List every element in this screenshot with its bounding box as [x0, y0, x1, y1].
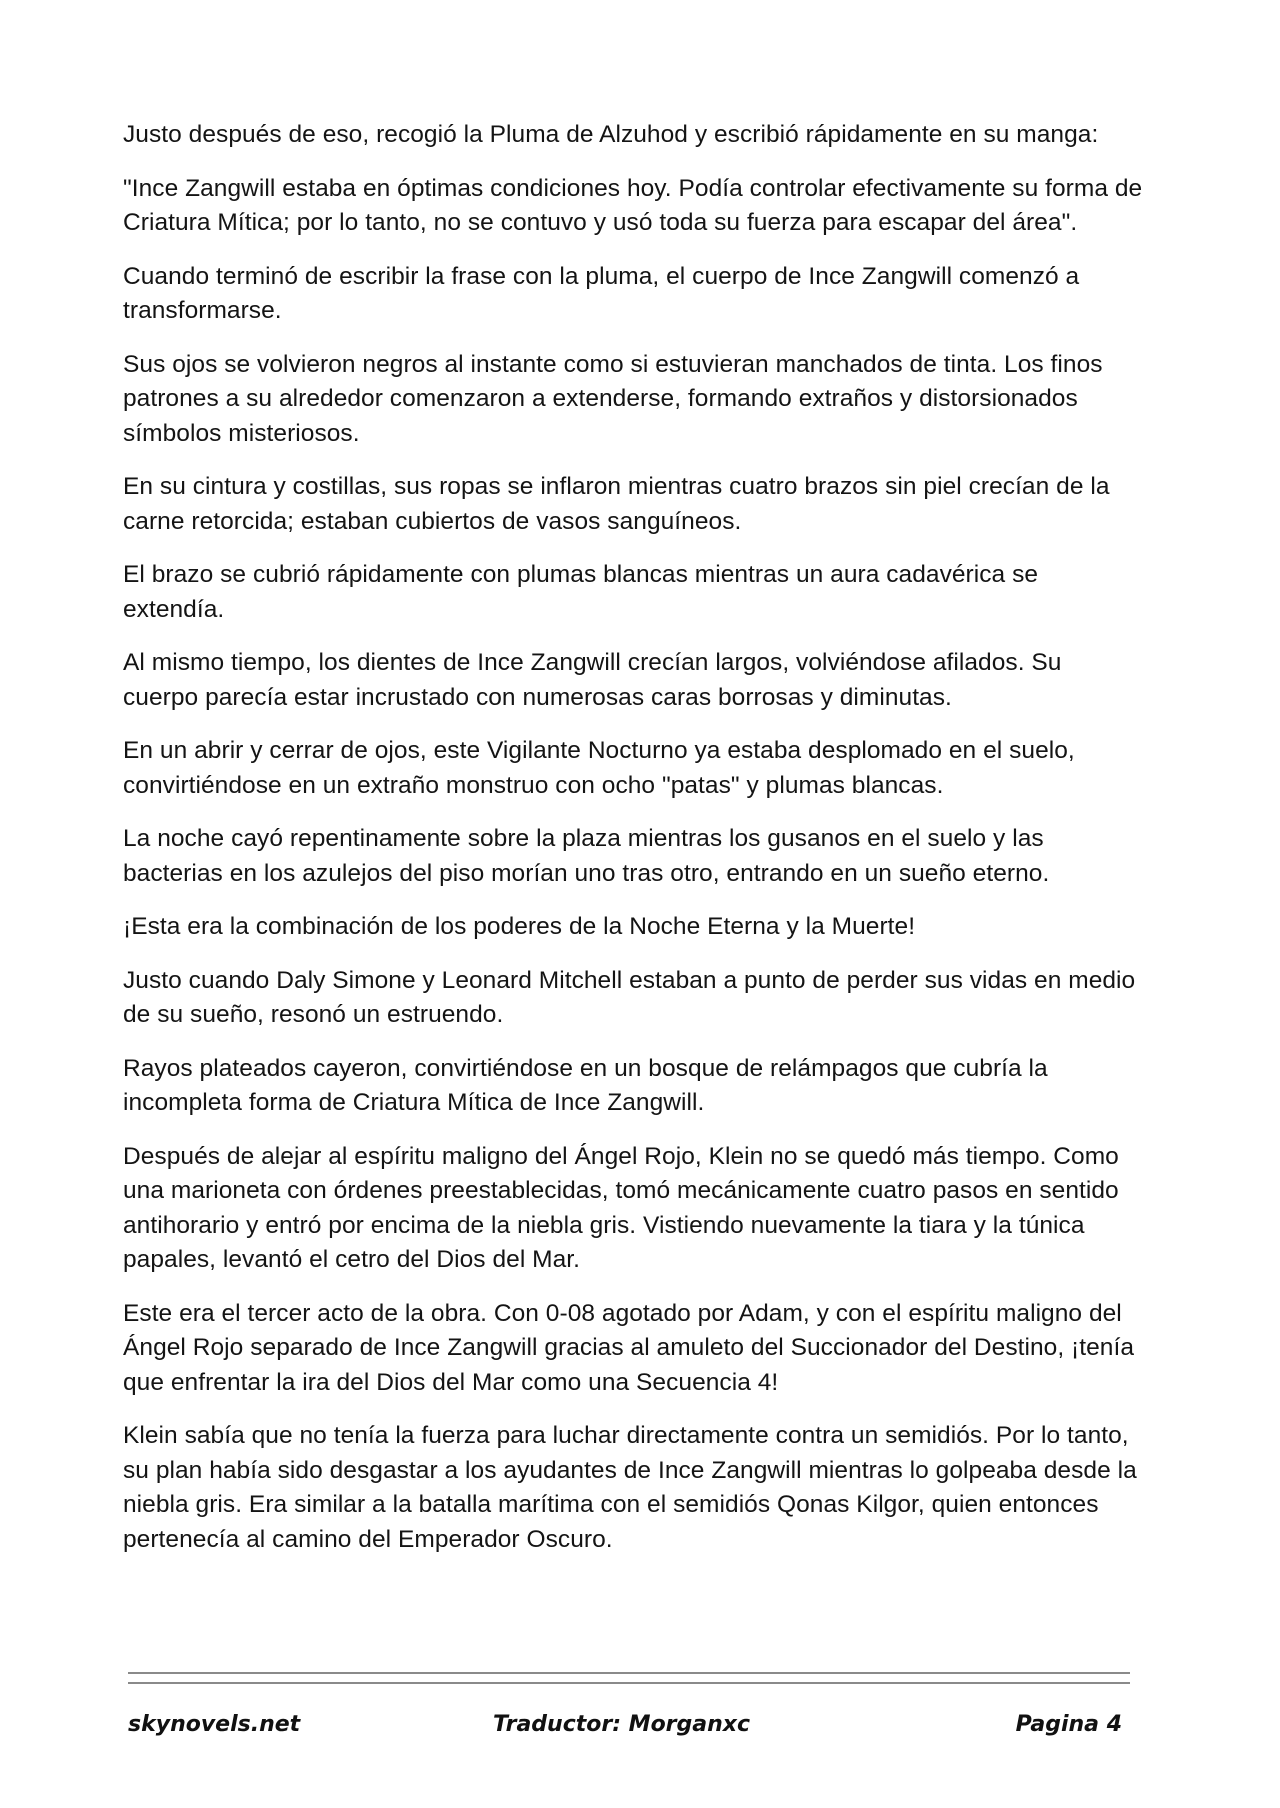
paragraph: En un abrir y cerrar de ojos, este Vigilante Nocturno ya estaba desplomado en el suelo, convirtiéndose en un extraño monstruo con ocho "patas" y plumas blancas. — [123, 737, 1075, 799]
paragraph: Justo cuando Daly Simone y Leonard Mitchell estaban a punto de perder sus vidas en medio de su sueño, resonó un estruendo. — [123, 966, 1136, 1028]
footer-translator: Traductor: Morganxc — [493, 1712, 751, 1737]
paragraph: Justo después de eso, recogió la Pluma de Alzuhod y escribió rápidamente en su manga: — [123, 121, 1099, 148]
paragraph: Este era el tercer acto de la obra. Con 0-08 agotado por Adam, y con el espíritu maligno del Ángel Rojo separado de Ince Zangwill gracias al amuleto del Succionador del Destino, ¡tenía que enfrentar la ira del Dios del Mar como una Secuencia 4! — [123, 1299, 1134, 1396]
footer-page-number: Pagina 4 — [1015, 1712, 1122, 1737]
paragraph: En su cintura y costillas, sus ropas se inflaron mientras cuatro brazos sin piel crecían de la carne retorcida; estaban cubiertos de vasos sanguíneos. — [123, 473, 1110, 535]
paragraph: "Ince Zangwill estaba en óptimas condiciones hoy. Podía controlar efectivamente su forma de Criatura Mítica; por lo tanto, no se contuvo y usó toda su fuerza para escapar del área". — [123, 174, 1143, 236]
paragraph: Sus ojos se volvieron negros al instante como si estuvieran manchados de tinta. Los finos patrones a su alrededor comenzaron a extenderse, formando extraños y distorsionados símbolos misteriosos. — [123, 350, 1103, 447]
body-text — [123, 118, 1143, 1576]
paragraph: Después de alejar al espíritu maligno del Ángel Rojo, Klein no se quedó más tiempo. Como una marioneta con órdenes preestablecidas, tomó mecánicamente cuatro pasos en sentido antihorario y entró por encima de la niebla gris. Vistiendo nuevamente la tiara y la túnica papales, levantó el cetro del Dios del Mar. — [123, 1142, 1119, 1273]
paragraph: ¡Esta era la combinación de los poderes de la Noche Eterna y la Muerte! — [123, 913, 916, 940]
paragraph: Rayos plateados cayeron, convirtiéndose en un bosque de relámpagos que cubría la incompleta forma de Criatura Mítica de Ince Zangwill. — [123, 1054, 1048, 1116]
footer-site: skynovels.net — [128, 1712, 301, 1737]
paragraph: Klein sabía que no tenía la fuerza para luchar directamente contra un semidiós. Por lo tanto, su plan había sido desgastar a los ayudantes de Ince Zangwill mientras lo golpeaba desde la niebla gris. Era similar a la batalla marítima con el semidiós Qonas Kilgor, quien entonces pertenecía al camino del Emperador Oscuro. — [123, 1422, 1137, 1553]
paragraph: Al mismo tiempo, los dientes de Ince Zangwill crecían largos, volviéndose afilados. Su cuerpo parecía estar incrustado con numerosas caras borrosas y diminutas. — [123, 649, 1062, 711]
footer-divider-bottom — [128, 1682, 1130, 1684]
paragraph: La noche cayó repentinamente sobre la plaza mientras los gusanos en el suelo y las bacterias en los azulejos del piso morían uno tras otro, entrando en un sueño eterno. — [123, 825, 1050, 887]
paragraph: Cuando terminó de escribir la frase con la pluma, el cuerpo de Ince Zangwill comenzó a transformarse. — [123, 262, 1080, 324]
footer-divider-top — [128, 1672, 1130, 1674]
page-footer — [128, 1712, 1122, 1746]
paragraph: El brazo se cubrió rápidamente con plumas blancas mientras un aura cadavérica se extendía. — [123, 561, 1039, 623]
